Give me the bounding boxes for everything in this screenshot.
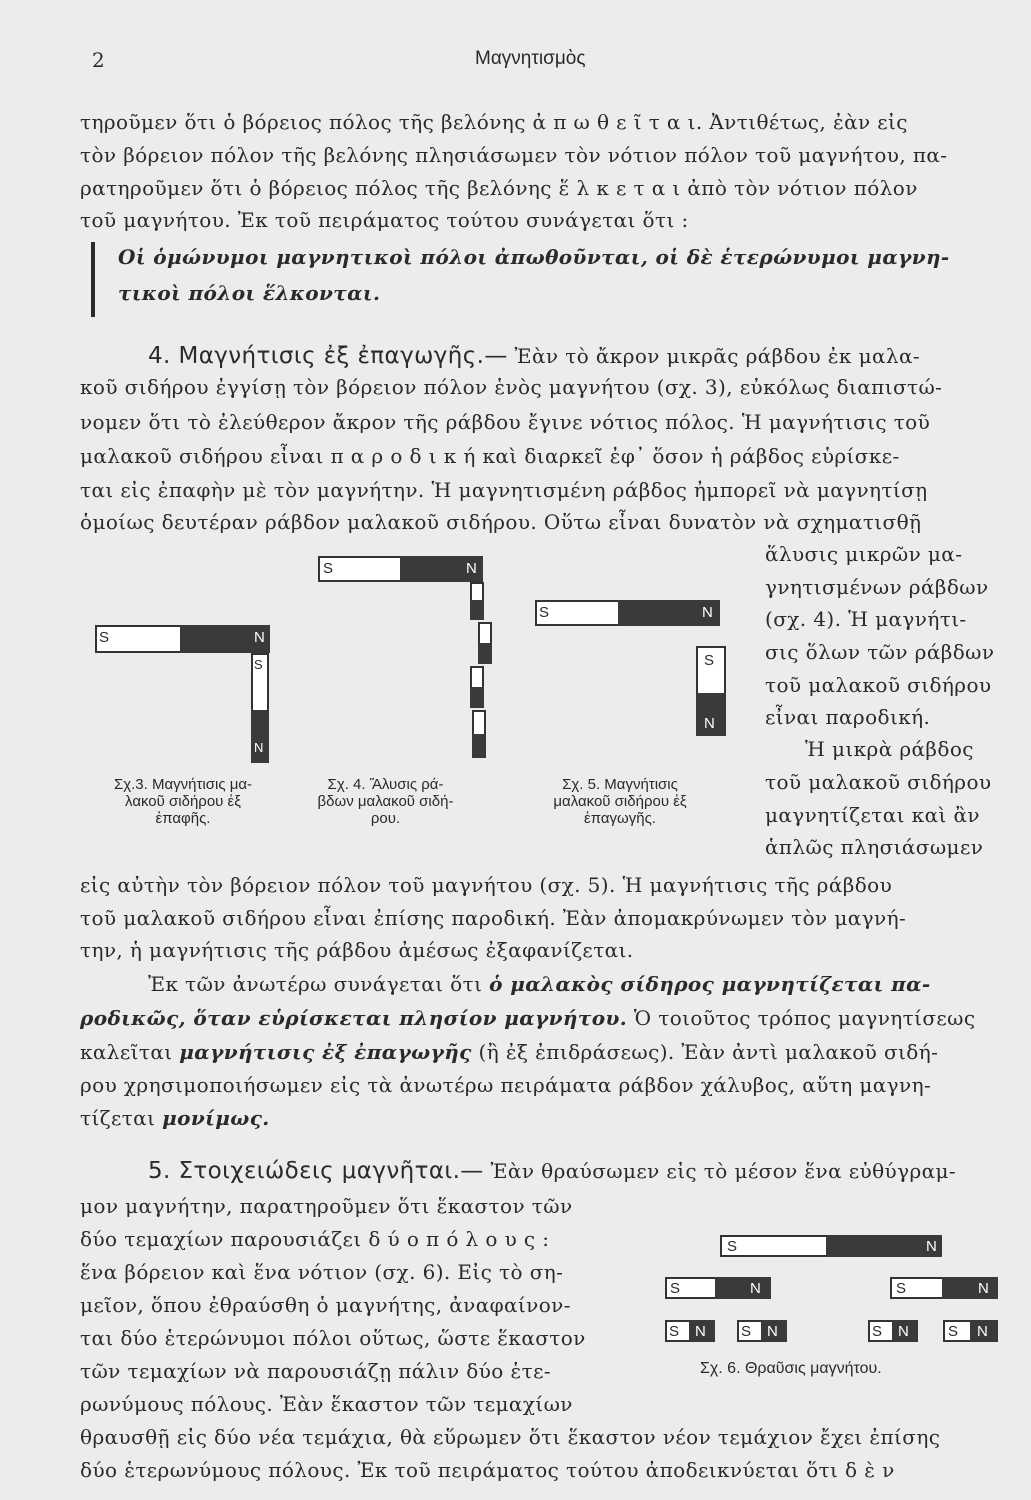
pole-label-n: N bbox=[750, 1280, 761, 1297]
text-line: ρωνύμους πόλους. Ἐὰν ἕκαστον τῶν τεμαχίων bbox=[80, 1392, 573, 1416]
pole-label-n: N bbox=[695, 1323, 706, 1340]
iron-rod-north bbox=[470, 687, 484, 708]
pole-label-s: S bbox=[872, 1323, 883, 1340]
text-line: μαλακοῦ σιδήρου εἶναι π α ρ ο δ ι κ ή καὶ διαρκεῖ ἐφ᾽ ὅσον ἡ ράβδος εὑρίσκε- bbox=[80, 444, 900, 468]
text-line: νομεν ὅτι τὸ ἐλεύθερον ἄκρον τῆς ράβδου ἔγινε νότιος πόλος. Ἡ μαγνήτισις τοῦ bbox=[80, 410, 931, 434]
magnet-north-half bbox=[715, 1277, 771, 1299]
page-number: 2 bbox=[92, 48, 105, 72]
pole-label-s: S bbox=[741, 1323, 752, 1340]
caption-line: Σχ. 5. Μαγνήτισις bbox=[562, 776, 678, 793]
figure-6-caption: Σχ. 6. Θραῦσις μαγνήτου. bbox=[700, 1360, 882, 1377]
caption-line: λακοῦ σιδήρου ἐξ bbox=[125, 793, 241, 810]
side-text-line: γνητισμένων ράβδων bbox=[765, 575, 989, 599]
text-line: εἰς αὐτὴν τὸν βόρειον πόλον τοῦ μαγνήτου (σχ. 5). Ἡ μαγνήτισις τῆς ράβδου bbox=[80, 873, 893, 897]
text-line: μεῖον, ὅπου ἐθραύσθη ὁ μαγνήτης, ἀναφαίνον- bbox=[80, 1293, 571, 1317]
side-text-line: (σχ. 4). Ἡ μαγνήτι- bbox=[765, 607, 967, 631]
iron-rod-north bbox=[470, 600, 484, 620]
text-fragment: Ἐὰν τὸ ἄκρον μικρᾶς ράβδου ἐκ μαλα- bbox=[514, 344, 921, 368]
pole-label-n: N bbox=[898, 1323, 909, 1340]
text-line: τῶν τεμαχίων νὰ παρουσιάζῃ πάλιν δύο ἑτε- bbox=[80, 1359, 552, 1383]
side-text-line: ἁπλῶς πλησιάσωμεν bbox=[765, 835, 984, 859]
text-line: ρατηροῦμεν ὅτι ὁ βόρειος πόλος τῆς βελόνης ἕ λ κ ε τ α ι ἀπὸ τὸν νότιον πόλον bbox=[80, 176, 918, 200]
section-4-heading: 4. Μαγνήτισις ἐξ ἐπαγωγῆς.— bbox=[148, 343, 508, 369]
caption-line: μαλακοῦ σιδήρου ἐξ bbox=[553, 793, 687, 810]
side-text-line: τοῦ μαλακοῦ σιδήρου bbox=[765, 770, 992, 794]
law-statement: Οἱ ὁμώνυμοι μαγνητικοὶ πόλοι ἀπωθοῦνται, οἱ δὲ ἑτερώνυμοι μαγνη- bbox=[118, 245, 950, 269]
page-title: Μαγνητισμὸς bbox=[475, 48, 586, 69]
pole-label-s: S bbox=[539, 604, 550, 621]
text-line: κοῦ σιδήρου ἐγγίσῃ τὸν βόρειον πόλον ἑνὸς μαγνήτου (σχ. 3), εὐκόλως διαπιστώ- bbox=[80, 375, 943, 399]
text-fragment: καλεῖται bbox=[80, 1040, 173, 1064]
text-line: ται δύο ἑτερώνυμοι πόλοι οὕτως, ὥστε ἕκαστον bbox=[80, 1326, 586, 1350]
pole-label-n: N bbox=[254, 740, 264, 755]
pole-label-n: N bbox=[704, 715, 715, 732]
pole-label-s: S bbox=[704, 652, 715, 669]
section-4-first-line bbox=[148, 343, 920, 369]
text-line bbox=[148, 972, 931, 996]
text-line: μον μαγνήτην, παρατηροῦμεν ὅτι ἕκαστον τῶν bbox=[80, 1194, 573, 1218]
text-line: ρου χρησιμοποιήσωμεν εἰς τὰ ἀνωτέρω πειράματα ράβδον χάλυβος, αὕτη μαγνη- bbox=[80, 1073, 932, 1097]
side-text-line: τοῦ μαλακοῦ σιδήρου bbox=[765, 673, 992, 697]
pole-label-n: N bbox=[978, 1280, 989, 1297]
magnet-north-half bbox=[826, 1235, 942, 1257]
side-text-line: σις ὅλων τῶν ράβδων bbox=[765, 640, 995, 664]
pole-label-n: N bbox=[926, 1238, 937, 1255]
pole-label-s: S bbox=[254, 657, 263, 672]
section-5-heading: 5. Στοιχειώδεις μαγνῆται.— bbox=[148, 1158, 484, 1184]
figure-5-caption bbox=[520, 776, 720, 827]
iron-rod-north bbox=[478, 643, 492, 664]
pole-label-s: S bbox=[727, 1238, 738, 1255]
law-statement: τικοὶ πόλοι ἕλκονται. bbox=[118, 281, 381, 305]
pole-label-n: N bbox=[466, 560, 477, 577]
text-fragment: (ἢ ἐξ ἐπιδράσεως). Ἐὰν ἀντὶ μαλακοῦ σιδή- bbox=[478, 1040, 939, 1064]
text-emphasis: ροδικῶς, ὅταν εὑρίσκεται πλησίον μαγνήτου. bbox=[80, 1006, 628, 1030]
caption-line: Σχ.3. Μαγνήτισις μα- bbox=[113, 776, 253, 793]
caption-line: ρου. bbox=[370, 810, 401, 827]
figure-3-caption bbox=[78, 776, 288, 827]
text-fragment: Ἐὰν θραύσωμεν εἰς τὸ μέσον ἕνα εὐθύγραμ- bbox=[490, 1159, 957, 1183]
figure-4-caption bbox=[298, 776, 473, 827]
text-line bbox=[80, 1106, 270, 1130]
margin-rule bbox=[91, 242, 95, 317]
section-5-first-line bbox=[148, 1158, 956, 1184]
text-line: δύο τεμαχίων παρουσιάζει δ ύ ο π ό λ ο υ ς : bbox=[80, 1227, 550, 1251]
text-emphasis: μονίμως. bbox=[162, 1106, 270, 1130]
side-text-line: ἅλυσις μικρῶν μα- bbox=[765, 542, 963, 566]
text-line: τὸν βόρειον πόλον τῆς βελόνης πλησιάσωμεν τὸν νότιον πόλον τοῦ μαγνήτου, πα- bbox=[80, 143, 948, 167]
side-text-line: μαγνητίζεται καὶ ἂν bbox=[765, 803, 980, 827]
side-text-line: Ἡ μικρὰ ράβδος bbox=[805, 737, 974, 761]
text-line: τοῦ μαλακοῦ σιδήρου εἶναι ἐπίσης παροδική. Ἐὰν ἀπομακρύνωμεν τὸν μαγνή- bbox=[80, 906, 907, 930]
text-line bbox=[80, 1006, 975, 1030]
side-text-line: εἶναι παροδική. bbox=[765, 705, 931, 729]
text-line: θραυσθῇ εἰς δύο νέα τεμάχια, θὰ εὕρωμεν ὅτι ἕκαστον νέον τεμάχιον ἔχει ἐπίσης bbox=[80, 1425, 941, 1449]
text-fragment: Ἐκ τῶν ἀνωτέρω συνάγεται ὅτι bbox=[148, 972, 483, 996]
pole-label-n: N bbox=[977, 1323, 988, 1340]
iron-rod-north bbox=[251, 710, 269, 763]
text-line bbox=[80, 1040, 938, 1064]
pole-label-n: N bbox=[254, 629, 265, 646]
pole-label-n: N bbox=[702, 604, 713, 621]
text-line: ὁμοίως δευτέραν ράβδον μαλακοῦ σιδήρου. Οὕτω εἶναι δυνατὸν νὰ σχηματισθῇ bbox=[80, 510, 922, 534]
text-emphasis: ὁ μαλακὸς σίδηρος μαγνητίζεται πα- bbox=[489, 972, 931, 996]
pole-label-n: N bbox=[767, 1323, 778, 1340]
text-emphasis: μαγνήτισις ἐξ ἐπαγωγῆς bbox=[179, 1040, 472, 1064]
text-line: δύο ἑτερωνύμους πόλους. Ἐκ τοῦ πειράματος τούτου ἀποδεικνύεται ὅτι δ ὲ ν bbox=[80, 1458, 895, 1482]
text-fragment: τίζεται bbox=[80, 1106, 156, 1130]
caption-line: ἐπαφῆς. bbox=[155, 810, 211, 827]
pole-label-s: S bbox=[669, 1323, 680, 1340]
text-fragment: Ὁ τοιοῦτος τρόπος μαγνητίσεως bbox=[633, 1006, 976, 1030]
caption-line: Σχ. 4. Ἅλυσις ρά- bbox=[327, 776, 444, 793]
pole-label-s: S bbox=[670, 1280, 681, 1297]
text-line: τοῦ μαγνήτου. Ἐκ τοῦ πειράματος τούτου συνάγεται ὅτι : bbox=[80, 208, 689, 232]
pole-label-s: S bbox=[323, 560, 334, 577]
pole-label-s: S bbox=[99, 629, 110, 646]
caption-line: ἐπαγωγῆς. bbox=[584, 810, 656, 827]
text-line: ται εἰς ἐπαφὴν μὲ τὸν μαγνήτην. Ἡ μαγνητισμένη ράβδος ἠμπορεῖ νὰ μαγνητίσῃ bbox=[80, 478, 928, 502]
pole-label-s: S bbox=[948, 1323, 959, 1340]
pole-label-s: S bbox=[896, 1280, 907, 1297]
text-line: την, ἡ μαγνήτισις τῆς ράβδου ἀμέσως ἐξαφανίζεται. bbox=[80, 938, 634, 962]
magnet-north-half bbox=[942, 1277, 998, 1299]
text-line: τηροῦμεν ὅτι ὁ βόρειος πόλος τῆς βελόνης ἀ π ω θ ε ῖ τ α ι. Ἀντιθέτως, ἐὰν εἰς bbox=[80, 110, 908, 134]
iron-rod-north bbox=[472, 734, 486, 758]
text-line: ἕνα βόρειον καὶ ἕνα νότιον (σχ. 6). Εἰς τὸ ση- bbox=[80, 1260, 564, 1284]
caption-line: βδων μαλακοῦ σιδή- bbox=[317, 793, 454, 810]
